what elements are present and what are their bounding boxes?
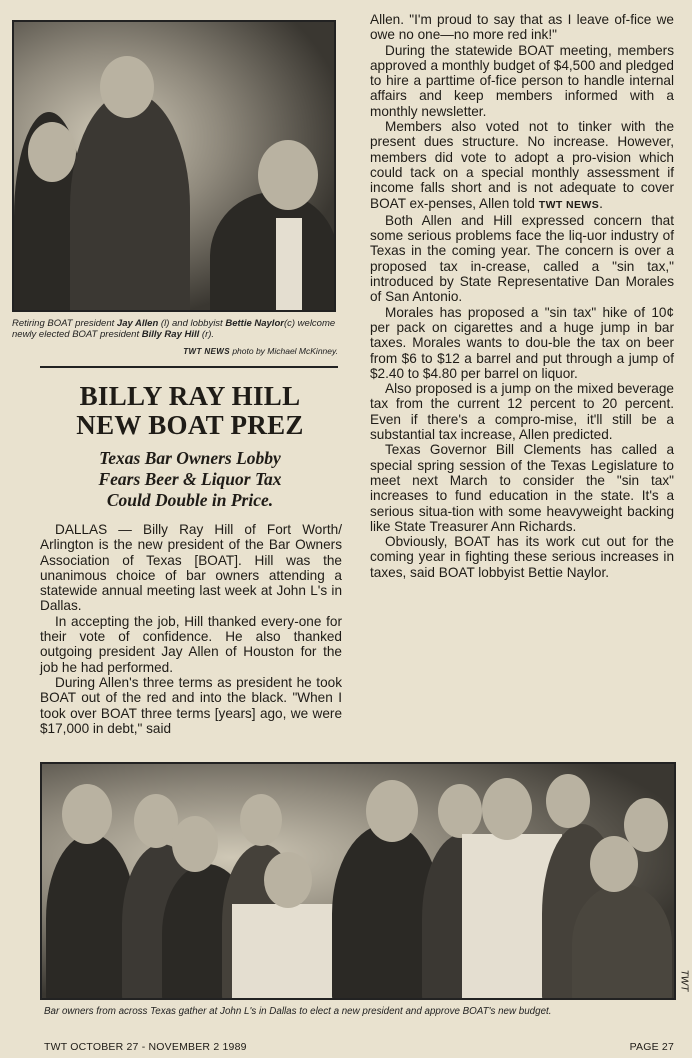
- subheadline: Texas Bar Owners Lobby Fears Beer & Liquor Tax Could Double in Price.: [98, 448, 282, 510]
- paragraph: Both Allen and Hill expressed concern that some serious problems face the liq-uor industry of Texas in the coming year. The concern is over a proposed tax in-crease, called a "sin tax," introduced by State Representative Dan Morales of San Antonio.: [370, 212, 674, 305]
- footer-page-number: PAGE 27: [629, 1041, 674, 1053]
- paragraph: Obviously, BOAT has its work cut out for the coming year in fighting these serious increases in taxes, said BOAT lobbyist Bettie Naylor.: [370, 534, 674, 580]
- article-right-column: [370, 12, 674, 580]
- paragraph: During the statewide BOAT meeting, members approved a monthly budget of $4,500 and pledged to hire a parttime of-fice person to handle internal affairs and keep members informed with a monthly newsletter.: [370, 42, 674, 119]
- top-photo-caption: Retiring BOAT president Jay Allen (l) and lobbyist Bettie Naylor(c) welcome newly elected BOAT president Billy Ray Hill (r).: [12, 318, 336, 340]
- paragraph: DALLAS — Billy Ray Hill of Fort Worth/ Arlington is the new president of the Bar Owners Association of Texas [BOAT]. Hill was the unanimous choice of bar owners attending a statewide annual meeting last week at John L's in Dallas.: [40, 522, 342, 614]
- top-photo: [12, 20, 336, 312]
- bottom-photo: [40, 762, 676, 1000]
- paragraph: Texas Governor Bill Clements has called a special spring session of the Texas Legislature to meet next March to consider the "sin tax" increases to fund education in the state. It's a serious situa-tion with some heavyweight backing like State Treasurer Ann Richards.: [370, 442, 674, 534]
- paragraph: Members also voted not to tinker with the present dues structure. No increase. However, members did vote to adopt a pro-vision which could tack on a special monthly assessment if income falls short and is not adequate to cover BOAT ex-penses, Allen told TWT NEWS.: [370, 119, 674, 211]
- headline: BILLY RAY HILL NEW BOAT PREZ: [76, 381, 304, 440]
- footer-issue-date: TWT OCTOBER 27 - NOVEMBER 2 1989: [44, 1041, 247, 1053]
- paragraph: Also proposed is a jump on the mixed beverage tax from the current 12 percent to 20 percent. Even if there's a compro-mise, it'll still be a substantial tax increase, Allen predicted.: [370, 381, 674, 443]
- article-left-column: [40, 522, 342, 736]
- paragraph: In accepting the job, Hill thanked every-one for their vote of confidence. He also thanked outgoing president Jay Allen of Houston for the job he had performed.: [40, 613, 342, 675]
- bottom-photo-caption: Bar owners from across Texas gather at John L's in Dallas to elect a new president and approve BOAT's new budget.: [44, 1006, 552, 1017]
- caption-name-hill: Billy Ray Hill: [141, 329, 200, 340]
- caption-name-naylor: Bettie Naylor: [225, 318, 284, 329]
- side-mark: TWT: [678, 969, 690, 992]
- photo-credit: TWT NEWS photo by Michael McKinney.: [183, 346, 338, 356]
- caption-rule: [40, 366, 338, 368]
- caption-name-allen: Jay Allen: [116, 318, 159, 329]
- paragraph: During Allen's three terms as president he took BOAT out of the red and into the black. "When I took over BOAT three terms [years] ago, we were $17,000 in debt," said: [40, 674, 342, 736]
- paragraph: Morales has proposed a "sin tax" hike of 10¢ per pack on cigarettes and a huge jump in bar taxes. Morales wants to dou-ble the tax on beer from $6 to $12 a barrel and put through a jump of $2.40 to $4.80 per barrel on liquor.: [370, 304, 674, 381]
- paragraph: Allen. "I'm proud to say that as I leave of-fice we owe no one—no more red ink!": [370, 12, 674, 43]
